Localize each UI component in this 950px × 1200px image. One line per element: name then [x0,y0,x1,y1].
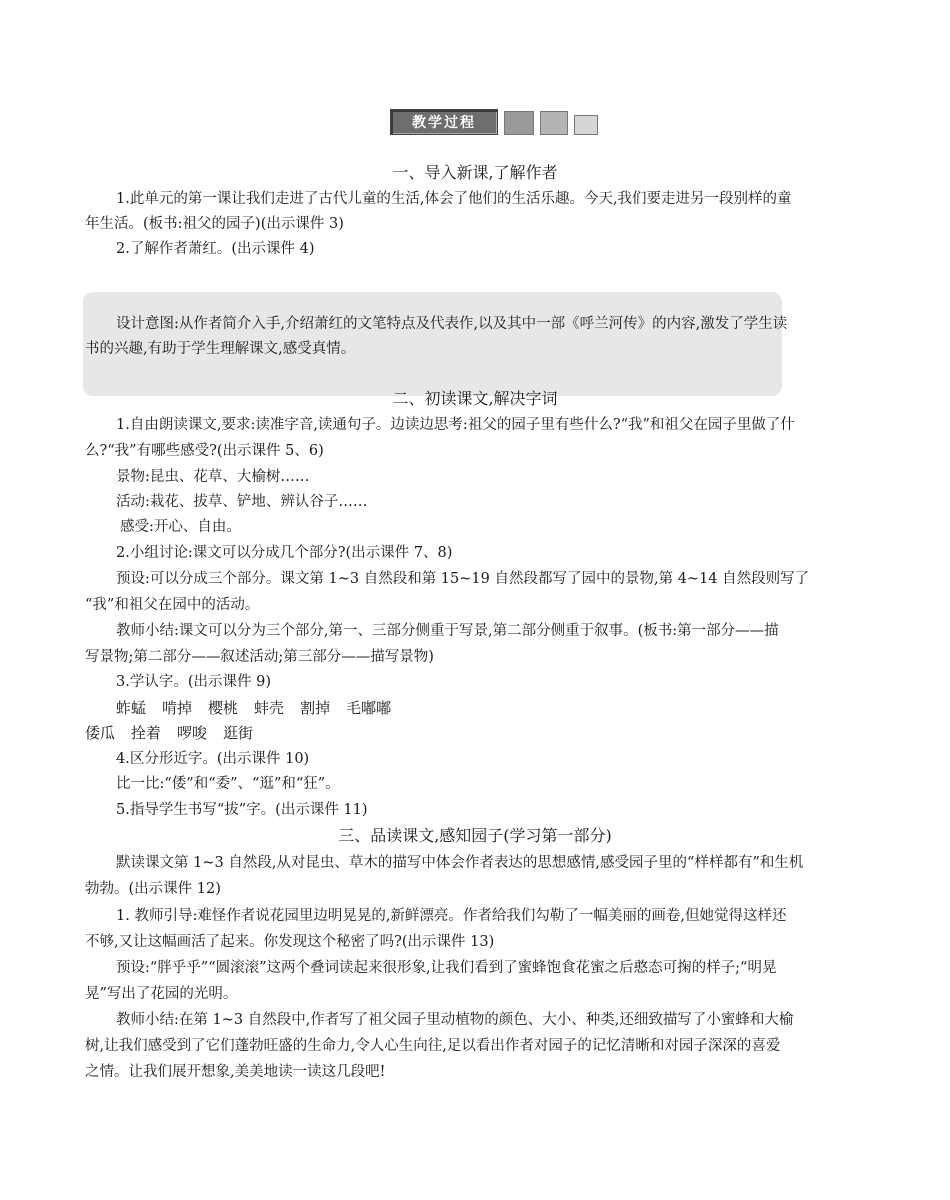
vocab-word: 割掉 [300,699,331,717]
design-intent-line: 书的兴趣,有助于学生理解课文,感受真情。 [85,341,356,357]
header-decor-square [504,111,534,135]
paragraph-line: 感受:开心、自由。 [120,519,241,535]
vocab-word: 拴着 [131,724,162,742]
paragraph-line: 树,让我们感受到了它们蓬勃旺盛的生命力,令人心生向往,足以看出作者对园子的记忆清晰和对园子深深的喜爱 [85,1038,781,1054]
vocab-word: 逛街 [223,724,254,742]
section-header-tag [390,109,598,135]
vocab-word: 倭瓜 [85,724,116,742]
section-title: 一、导入新课,了解作者 [392,163,558,182]
section-title: 二、初读课文,解决字词 [392,389,558,408]
paragraph-line: 2.了解作者萧红。(出示课件 4) [116,241,315,257]
design-intent-line: 设计意图:从作者简介入手,介绍萧红的文笔特点及代表作,以及其中一部《呼兰河传》的内容,激发了学生读 [116,316,788,332]
vocab-word: 樱桃 [208,699,239,717]
paragraph-line: 1.此单元的第一课让我们走进了古代儿童的生活,体会了他们的生活乐趣。今天,我们要走进另一段别样的童 [116,191,792,207]
paragraph-line: 1. 教师引导:难怪作者说花园里边明晃晃的,新鲜漂亮。作者给我们勾勒了一幅美丽的画卷,但她觉得这样还 [116,908,787,924]
paragraph-line: 5.指导学生书写“拔”字。(出示课件 11) [116,802,368,818]
paragraph-line: 默读课文第 1~3 自然段,从对昆虫、草木的描写中体会作者表达的思想感情,感受园子里的“样样都有”和生机 [116,855,804,871]
paragraph-line: 比一比:“倭”和“委”、“逛”和“狂”。 [116,776,340,792]
paragraph-line: 预设:可以分成三个部分。课文第 1~3 自然段和第 15~19 自然段都写了园中的景物,第 4~14 自然段则写了 [116,571,810,587]
paragraph-line: 晃”写出了花园的光明。 [85,986,238,1002]
vocab-word: 毛嘟嘟 [346,699,392,717]
paragraph-line: “我”和祖父在园中的活动。 [85,597,260,613]
paragraph-line: 活动:栽花、拔草、铲地、辨认谷子…… [116,494,368,510]
section-title: 三、品读课文,感知园子(学习第一部分) [338,826,612,845]
character-list-row [85,723,269,744]
paragraph-line: 不够,又让这幅画活了起来。你发现这个秘密了吗?(出示课件 13) [85,934,495,950]
paragraph-line: 3.学认字。(出示课件 9) [116,674,271,690]
paragraph-line: 勃勃。(出示课件 12) [85,881,221,897]
character-list-row [116,698,407,719]
header-tag-label: 教学过程 [390,109,498,135]
paragraph-line: 景物:昆虫、花草、大榆树…… [116,469,310,485]
paragraph-line: 1.自由朗读课文,要求:读准字音,读通句子。边读边思考:祖父的园子里有些什么?“我”和祖父在园子里做了什 [116,417,795,433]
header-decor-square [540,111,568,135]
paragraph-line: 预设:“胖乎乎”“圆滚滚”这两个叠词读起来很形象,让我们看到了蜜蜂饱食花蜜之后憨态可掬的样子;“明晃 [116,960,777,976]
paragraph-line: 年生活。(板书:祖父的园子)(出示课件 3) [85,216,344,232]
paragraph-line: 写景物;第二部分——叙述活动;第三部分——描写景物) [85,649,434,665]
paragraph-line: 教师小结:在第 1~3 自然段中,作者写了祖父园子里动植物的颜色、大小、种类,还细致描写了小蜜蜂和大榆 [116,1012,794,1028]
paragraph-line: 教师小结:课文可以分为三个部分,第一、三部分侧重于写景,第二部分侧重于叙事。(板书:第一部分——描 [116,623,779,639]
vocab-word: 蚌壳 [254,699,285,717]
paragraph-line: 么?“我”有哪些感受?(出示课件 5、6) [85,443,324,459]
paragraph-line: 之情。让我们展开想象,美美地读一读这几段吧! [85,1064,386,1080]
vocab-word: 啃掉 [162,699,193,717]
paragraph-line: 2.小组讨论:课文可以分成几个部分?(出示课件 7、8) [116,545,453,561]
paragraph-line: 4.区分形近字。(出示课件 10) [116,751,310,767]
header-decor-square [574,115,598,135]
vocab-word: 蚱蜢 [116,699,147,717]
vocab-word: 啰唆 [177,724,208,742]
